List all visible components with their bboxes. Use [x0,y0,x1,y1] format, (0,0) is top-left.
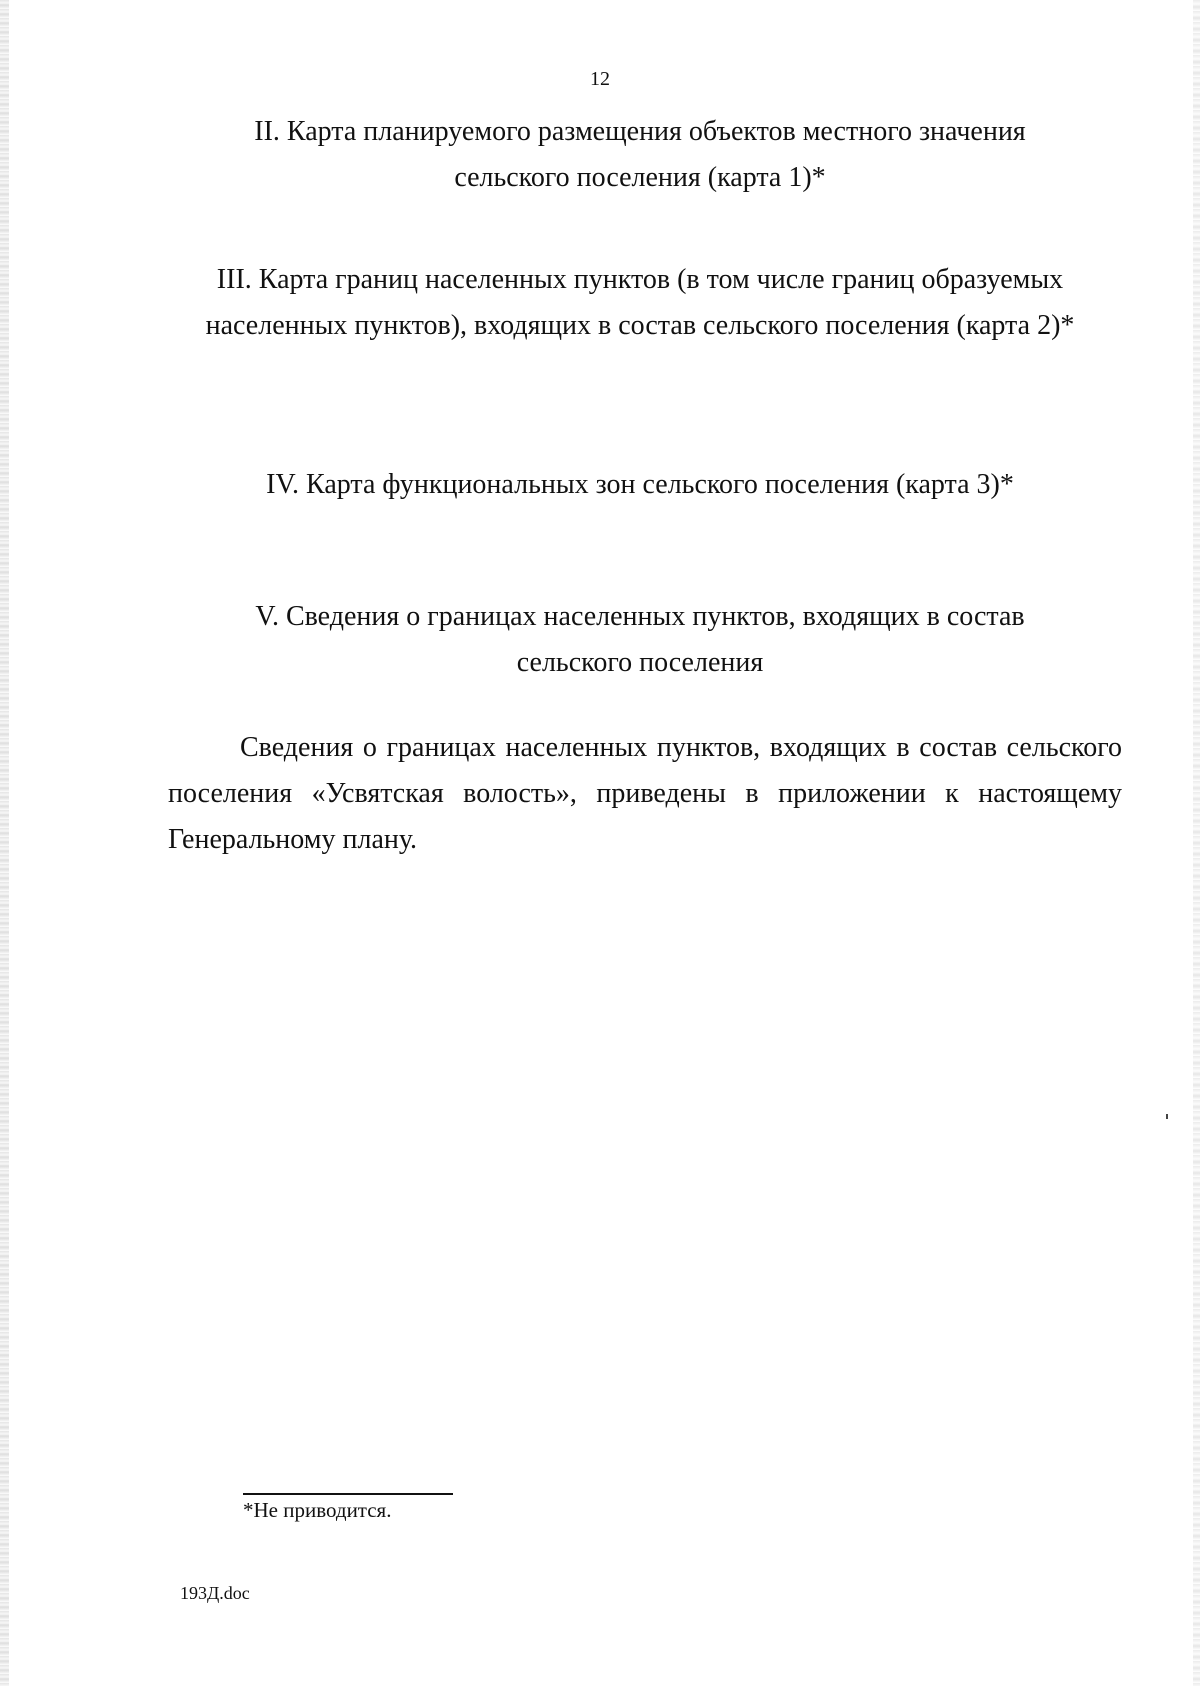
section-heading-ii [160,109,1120,201]
section-heading-iii [160,257,1120,349]
footnote-text: *Не приводится. [243,1498,392,1522]
heading-line: сельского поселения (карта 1)* [454,162,826,193]
page-number: 12 [590,68,610,90]
heading-line: II. Карта планируемого размещения объектов местного значения [254,116,1026,147]
scan-edge-left [0,0,9,1686]
heading-line: III. Карта границ населенных пунктов (в том числе границ образуемых [216,264,1064,295]
heading-line: населенных пунктов), входящих в состав сельского поселения (карта 2)* [205,310,1075,341]
section-heading-v [160,594,1120,686]
heading-line: сельского поселения [516,647,764,678]
body-paragraph: Сведения о границах населенных пунктов, входящих в состав сельского поселения «Усвятская волость», приведены в приложении к настоящему Генеральному плану. [168,732,1122,855]
footnote-divider [243,1493,453,1495]
heading-line: V. Сведения о границах населенных пунктов, входящих в состав [255,601,1025,632]
scan-speck [1166,1114,1168,1119]
scan-edge-right [1193,0,1200,1686]
section-heading-iv [160,462,1120,508]
heading-line: IV. Карта функциональных зон сельского поселения (карта 3)* [266,469,1014,500]
document-filename: 193Д.doc [180,1583,250,1603]
